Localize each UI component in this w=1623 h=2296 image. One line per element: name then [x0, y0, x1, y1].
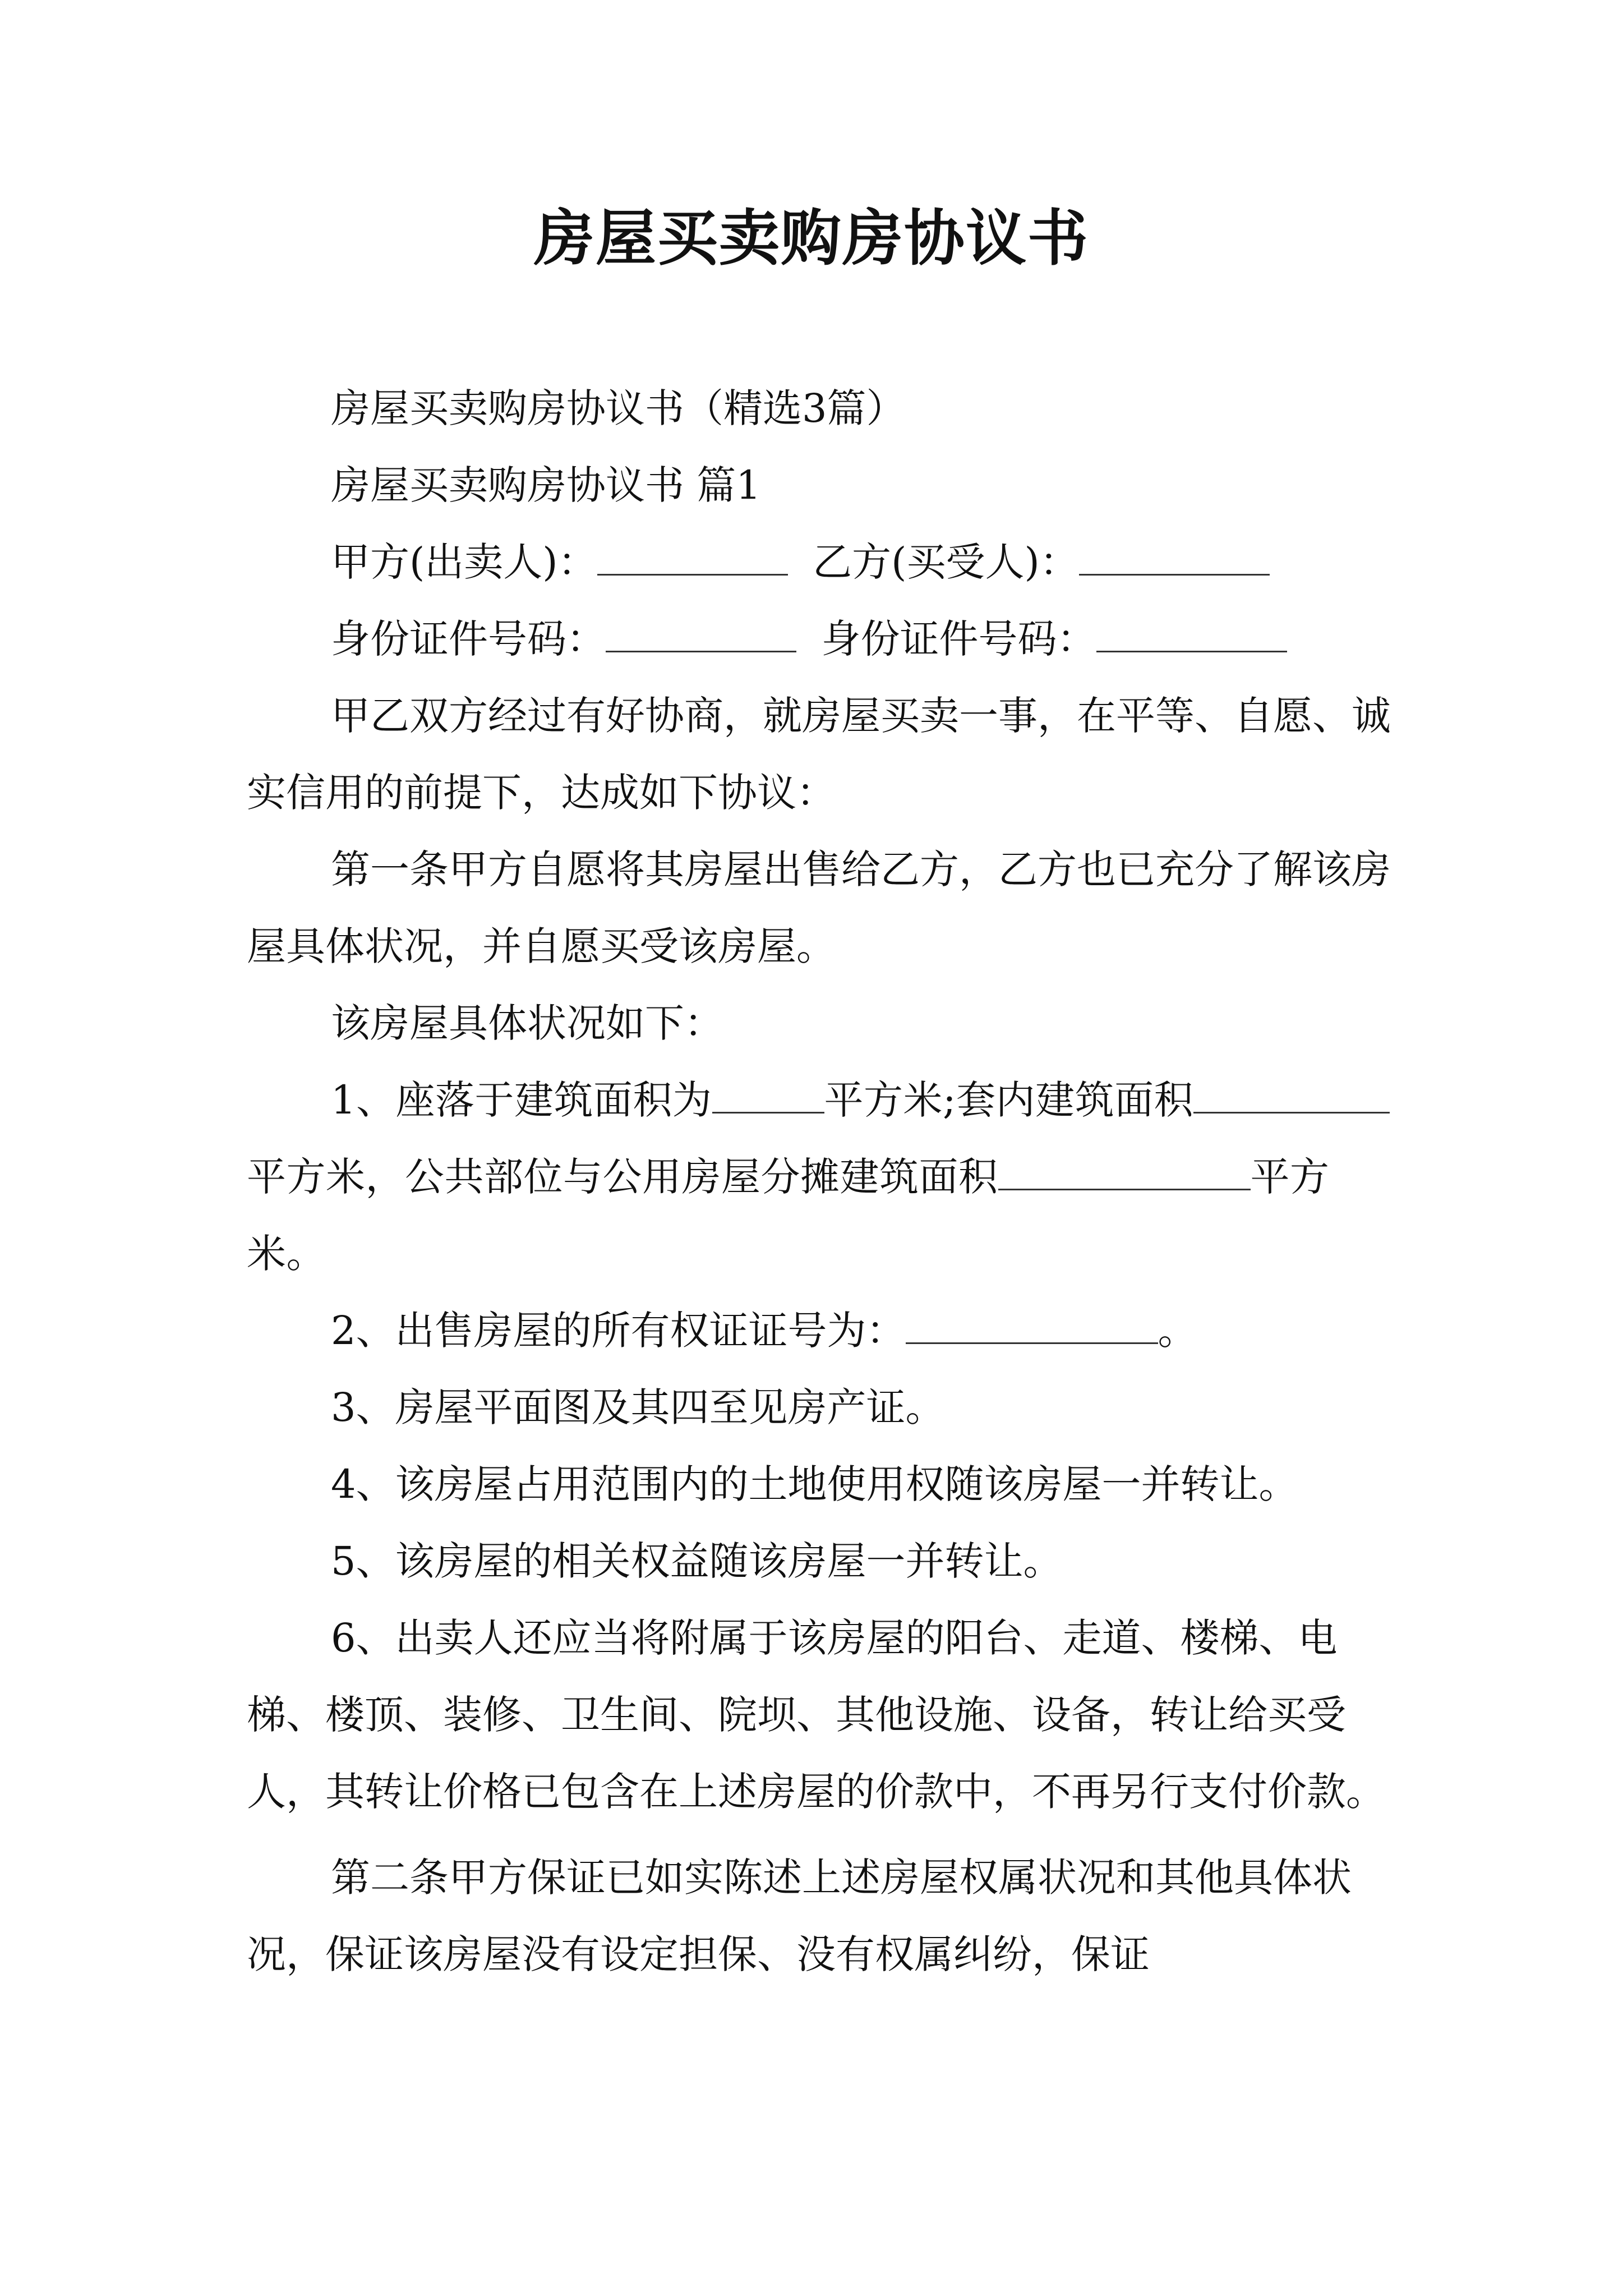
item-2-text-a: 2、出售房屋的所有权证证号为：	[331, 1308, 906, 1354]
item-6-paragraph: 6、出卖人还应当将附属于该房屋的阳台、走道、楼梯、电梯、楼顶、装修、卫生间、院坝、其他设施、设备，转让给买受人，其转让价格已包含在上述房屋的价款中，不再另行支付价款。	[247, 1615, 1385, 1815]
party-a-label: 甲方(出卖人)：	[331, 539, 597, 585]
party-line	[247, 524, 1391, 601]
item-1-text-a: 1、座落于建筑面积为	[331, 1077, 712, 1123]
article-2-paragraph: 第二条甲方保证已如实陈述上述房屋权属状况和其他具体状况，保证该房屋没有设定担保、没有权属纠纷，保证	[247, 1855, 1352, 1977]
item-5-paragraph: 5、该房屋的相关权益随该房屋一并转让。	[331, 1538, 1063, 1584]
party-b-blank	[1079, 540, 1270, 576]
inner-area-blank	[1193, 1078, 1390, 1114]
id-label-a: 身份证件号码：	[331, 616, 606, 662]
item-2-paragraph	[247, 1292, 1391, 1369]
intro-paragraph: 甲乙双方经过有好协商，就房屋买卖一事，在平等、自愿、诚实信用的前提下，达成如下协议：	[247, 693, 1391, 816]
status-heading: 该房屋具体状况如下：	[331, 1000, 723, 1046]
party-b-label: 乙方(买受人)：	[813, 539, 1079, 585]
item-1-paragraph	[247, 1062, 1391, 1292]
id-a-blank	[606, 617, 796, 652]
building-area-blank	[712, 1078, 824, 1114]
document-subtitle: 房屋买卖购房协议书（精选3篇）	[331, 385, 906, 431]
id-b-blank	[1096, 617, 1287, 652]
id-line	[247, 601, 1391, 678]
item-1-text-b: 平方米;套内建筑面积	[824, 1077, 1194, 1123]
id-label-b: 身份证件号码：	[821, 616, 1096, 662]
item-4-paragraph: 4、该房屋占用范围内的土地使用权随该房屋一并转让。	[331, 1461, 1298, 1507]
shared-area-blank	[998, 1155, 1251, 1190]
item-1-text-d: 平方米。	[247, 1154, 1330, 1277]
item-3-paragraph: 3、房屋平面图及其四至见房产证。	[331, 1384, 945, 1430]
section-heading: 房屋买卖购房协议书 篇1	[331, 462, 761, 508]
item-2-text-b: 。	[1158, 1308, 1197, 1354]
article-1-paragraph: 第一条甲方自愿将其房屋出售给乙方，乙方也已充分了解该房屋具体状况，并自愿买受该房屋。	[247, 846, 1391, 969]
party-a-blank	[597, 540, 788, 576]
document-title: 房屋买卖购房协议书	[533, 203, 1089, 274]
certificate-number-blank	[906, 1309, 1158, 1344]
document-body	[247, 370, 1391, 1993]
item-1-text-c: 平方米，公共部位与公用房屋分摊建筑面积	[247, 1154, 998, 1200]
